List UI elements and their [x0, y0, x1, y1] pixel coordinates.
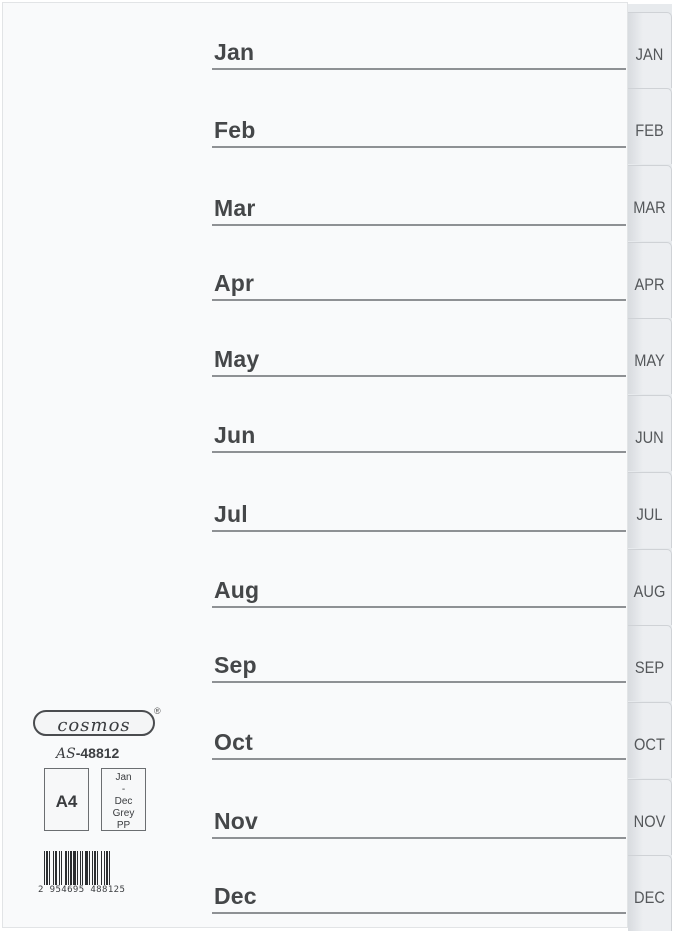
writing-line — [212, 451, 626, 453]
index-tab-label: JAN — [635, 45, 664, 64]
size-label: A4 — [55, 792, 78, 811]
index-tab — [628, 625, 672, 701]
description-box — [101, 768, 146, 831]
index-tab — [628, 549, 672, 625]
writing-line — [212, 530, 626, 532]
index-tab — [628, 88, 672, 164]
index-tab-label: MAR — [633, 198, 666, 217]
writing-line — [212, 68, 626, 70]
writing-line — [212, 299, 626, 301]
index-tab — [628, 779, 672, 855]
index-tab — [628, 165, 672, 241]
writing-line — [212, 912, 626, 914]
brand-logo — [33, 706, 161, 738]
model-code — [56, 745, 119, 762]
index-tab — [628, 472, 672, 548]
month-row — [212, 718, 626, 758]
month-row — [212, 641, 626, 681]
month-row-label: Dec — [214, 883, 257, 909]
month-row-label: Aug — [214, 577, 260, 603]
model-prefix: AS — [56, 746, 76, 762]
range-start: Jan — [115, 772, 132, 783]
range-end: Dec — [114, 796, 133, 807]
writing-line — [212, 758, 626, 760]
month-row — [212, 335, 626, 375]
index-tab-label: OCT — [634, 735, 665, 754]
index-tab-label: NOV — [633, 812, 666, 831]
barcode — [44, 851, 148, 885]
month-row — [212, 566, 626, 606]
index-tab — [628, 702, 672, 778]
month-row — [212, 259, 626, 299]
color-label: Grey — [112, 808, 135, 819]
writing-line — [212, 375, 626, 377]
barcode-digits: 2 954695 488125 — [38, 885, 126, 895]
logo-pill — [33, 710, 155, 736]
month-row — [212, 184, 626, 224]
registered-mark: ® — [154, 706, 161, 716]
month-row-label: Jul — [214, 501, 248, 527]
month-row — [212, 411, 626, 451]
month-row-label: Jun — [214, 422, 256, 448]
range-separator: - — [121, 784, 126, 795]
index-tab-label: AUG — [633, 582, 666, 601]
index-tab-label: APR — [634, 275, 665, 294]
month-row — [212, 490, 626, 530]
index-tab — [628, 855, 672, 931]
index-tab-label: DEC — [634, 888, 665, 907]
month-row — [212, 106, 626, 146]
index-tab-label: FEB — [635, 121, 664, 140]
logo-text: cosmos — [57, 715, 131, 736]
index-tab — [628, 242, 672, 318]
month-row-label: Sep — [214, 652, 257, 678]
writing-line — [212, 606, 626, 608]
month-row-label: Feb — [214, 117, 256, 143]
index-tab-label: SEP — [634, 658, 665, 677]
index-tab-label: MAY — [634, 351, 665, 370]
month-row-label: Jan — [214, 39, 255, 65]
month-row — [212, 872, 626, 912]
month-row-label: Apr — [214, 270, 255, 296]
writing-line — [212, 224, 626, 226]
index-tab-label: JUN — [635, 428, 664, 447]
month-row — [212, 28, 626, 68]
index-tab — [628, 318, 672, 394]
month-row-label: Oct — [214, 729, 253, 755]
month-row — [212, 797, 626, 837]
size-box — [44, 768, 89, 831]
index-tab-label: JUL — [636, 505, 663, 524]
writing-line — [212, 681, 626, 683]
material-label: PP — [116, 820, 131, 831]
writing-line — [212, 837, 626, 839]
index-tab — [628, 12, 672, 88]
month-row-label: Nov — [214, 808, 259, 834]
writing-line — [212, 146, 626, 148]
index-tab — [628, 395, 672, 471]
month-row-label: May — [214, 346, 260, 372]
month-row-label: Mar — [214, 195, 256, 221]
model-number: -48812 — [75, 745, 120, 761]
